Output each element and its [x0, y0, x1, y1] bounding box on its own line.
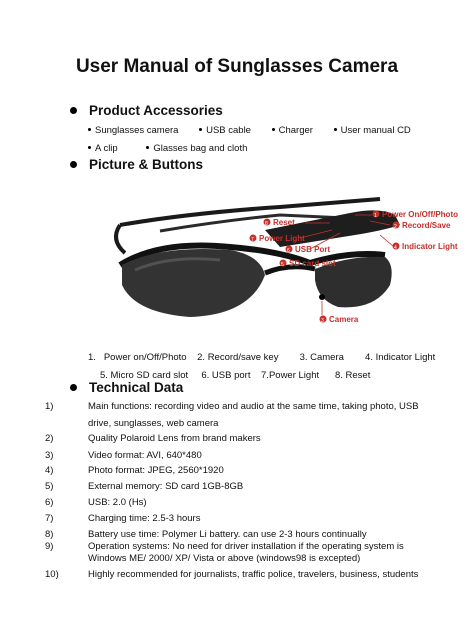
svg-text:Indicator Light: Indicator Light [402, 242, 458, 251]
list-item-number: 10) [45, 569, 59, 580]
page-title: User Manual of Sunglasses Camera [75, 56, 399, 77]
accessory-item: Sunglasses camera [88, 125, 178, 136]
section-heading-text: Product Accessories [89, 103, 223, 118]
bullet-icon [70, 161, 77, 168]
dot-icon [334, 128, 337, 131]
list-item-text: Charging time: 2.5-3 hours [88, 513, 201, 524]
svg-text:2: 2 [394, 224, 397, 230]
callout-indicator-light [380, 235, 458, 251]
list-item-number: 1) [45, 401, 54, 412]
list-item-text: Operation systems: No need for driver installation if the operating system is [88, 541, 404, 552]
list-item-number: 9) [45, 541, 54, 552]
svg-text:6: 6 [287, 248, 290, 254]
list-item-number: 8) [45, 529, 54, 540]
svg-text:SD card slot: SD card slot [289, 259, 336, 268]
dot-icon [88, 128, 91, 131]
list-item-text: External memory: SD card 1GB-8GB [88, 481, 244, 492]
svg-text:Camera: Camera [329, 315, 359, 324]
list-item-text: Windows ME/ 2000/ XP/ Vista or above (windows98 is excepted) [88, 553, 361, 564]
section-heading-accessories [70, 103, 223, 118]
list-item-text: Video format: AVI, 640*480 [88, 450, 202, 461]
section-heading-technical [70, 380, 183, 395]
svg-text:8: 8 [265, 221, 268, 227]
sunglasses-image [100, 185, 470, 335]
accessory-item: Charger [272, 125, 313, 136]
svg-text:3: 3 [321, 318, 324, 324]
section-heading-text: Technical Data [89, 380, 184, 395]
list-item-number: 6) [45, 497, 54, 508]
list-item-number: 2) [45, 433, 54, 444]
svg-text:4: 4 [394, 245, 397, 251]
accessory-item: USB cable [199, 125, 251, 136]
list-item-text: Photo format: JPEG, 2560*1920 [88, 465, 224, 476]
list-item-number: 4) [45, 465, 54, 476]
dot-icon [272, 128, 275, 131]
accessories-row-1 [88, 125, 411, 136]
list-item-text: Quality Polaroid Lens from brand makers [88, 433, 261, 444]
svg-text:Reset: Reset [273, 218, 295, 227]
list-item-number: 3) [45, 450, 54, 461]
dot-icon [146, 146, 149, 149]
buttons-legend-line-2: 5. Micro SD card slot 6. USB port 7.Power Light 8. Reset [100, 370, 371, 381]
svg-text:Power On/Off/Photo: Power On/Off/Photo [382, 210, 458, 219]
svg-text:7: 7 [251, 237, 254, 243]
svg-text:5: 5 [281, 262, 284, 268]
accessory-item: Glasses bag and cloth [146, 143, 247, 154]
bullet-icon [70, 384, 77, 391]
list-item-text: Highly recommended for journalists, traffic police, travelers, business, students [88, 569, 419, 580]
list-item-text: drive, sunglasses, web camera [88, 418, 219, 429]
list-item-text: Battery use time: Polymer Li battery. can use 2-3 hours continually [88, 529, 367, 540]
svg-text:USB Port: USB Port [295, 245, 331, 254]
list-item-text: USB: 2.0 (Hs) [88, 497, 147, 508]
dot-icon [88, 146, 91, 149]
camera-lens [319, 294, 325, 300]
list-item-number: 7) [45, 513, 54, 524]
list-item-text: Main functions: recording video and audio at the same time, taking photo, USB [88, 401, 419, 412]
list-item-number: 5) [45, 481, 54, 492]
ear-hook [116, 225, 125, 253]
accessory-item: User manual CD [334, 125, 411, 136]
svg-text:Record/Save: Record/Save [402, 221, 451, 230]
section-heading-text: Picture & Buttons [89, 157, 204, 172]
bullet-icon [70, 107, 77, 114]
accessories-row-2 [88, 143, 247, 154]
buttons-legend-line-1: 1. Power on/Off/Photo 2. Record/save key 3. Camera 4. Indicator Light [88, 352, 436, 363]
section-heading-picture [70, 157, 203, 172]
svg-text:Power Light: Power Light [259, 234, 305, 243]
dot-icon [199, 128, 202, 131]
svg-text:1: 1 [374, 213, 377, 219]
accessory-item: A clip [88, 143, 118, 154]
